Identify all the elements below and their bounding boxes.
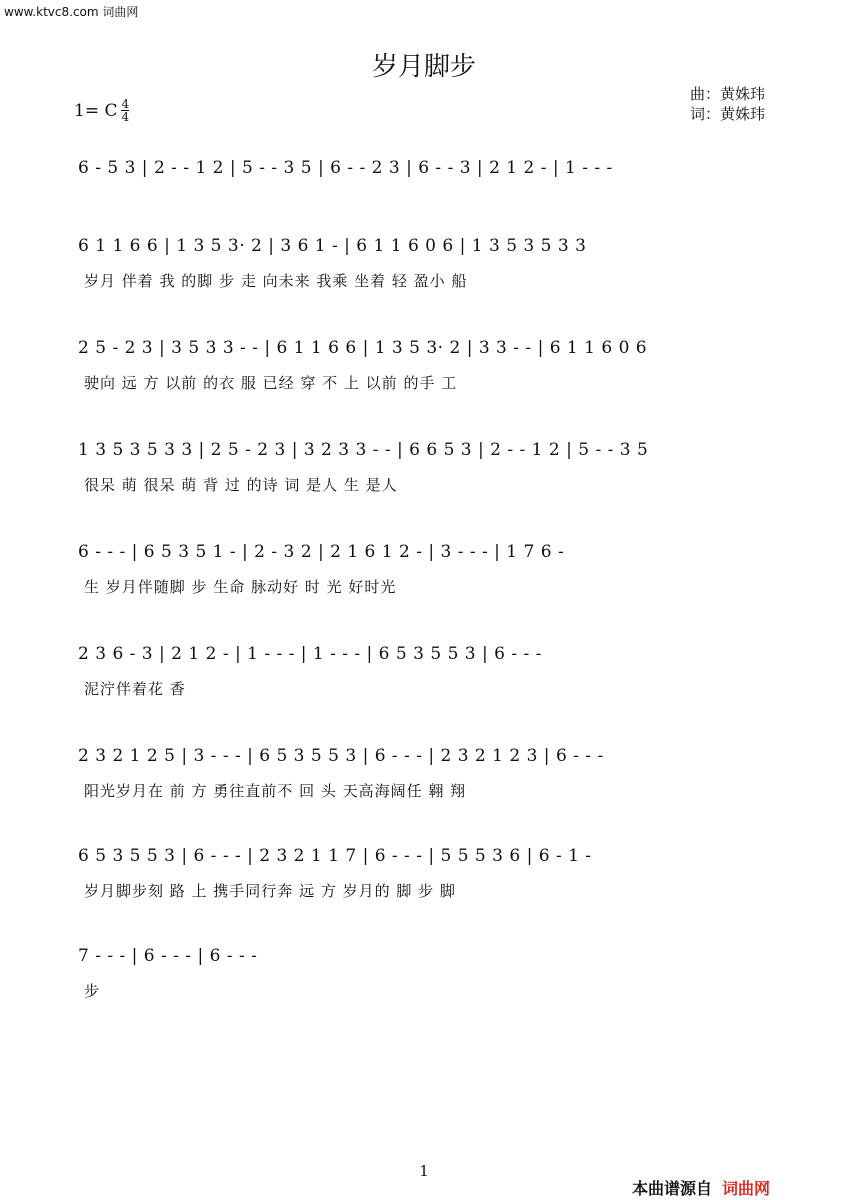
lyrics-row-8: 岁月脚步刻 路 上 携手同行奔 远 方 岁月的 脚 步 脚 [84,882,456,900]
footer-brand-link[interactable]: 词曲网 [722,1179,771,1198]
notes-row-1: 6 - 5 3 | 2 - - 1 2 | 5 - - 3 5 | 6 - - 2 3 | 6 - - 3 | 2 1 2 - | 1 - - - [78,158,613,178]
site-watermark: www.ktvc8.com 词曲网 [4,5,139,19]
lyrics-row-4: 很呆 萌 很呆 萌 背 过 的诗 词 是人 生 是人 [84,476,398,494]
time-signature [121,98,129,123]
lyrics-row-7: 阳光岁月在 前 方 勇往直前不 回 头 天高海阔任 翱 翔 [84,782,467,800]
footer-source [632,1176,770,1199]
notes-row-9: 7 - - - | 6 - - - | 6 - - - [78,946,258,966]
notes-row-2: 6 1 1 6 6 | 1 3 5 3· 2 | 3 6 1 - | 6 1 1 6 0 6 | 1 3 5 3 5 3 3 [78,236,587,256]
time-numerator: 4 [121,97,130,111]
lyricist-credit: 词：黄姝玮 [690,105,766,123]
footer-source-label: 本曲谱源自 [632,1179,713,1198]
lyrics-row-2: 岁月 伴着 我 的脚 步 走 向未来 我乘 坐着 轻 盈小 船 [84,272,468,290]
time-denominator: 4 [121,110,130,124]
lyrics-row-9: 步 [84,982,101,1000]
notes-row-4: 1 3 5 3 5 3 3 | 2 5 - 2 3 | 3 2 3 3 - - | 6 6 5 3 | 2 - - 1 2 | 5 - - 3 5 [78,440,649,460]
credits [690,84,765,124]
notes-row-5: 6 - - - | 6 5 3 5 1 - | 2 - 3 2 | 2 1 6 1 2 - | 3 - - - | 1 7 6 - [78,542,565,562]
key-label: 1= C [74,100,118,121]
page-number: 1 [419,1162,429,1180]
notes-row-7: 2 3 2 1 2 5 | 3 - - - | 6 5 3 5 5 3 | 6 - - - | 2 3 2 1 2 3 | 6 - - - [78,746,604,766]
lyrics-row-5: 生 岁月伴随脚 步 生命 脉动好 时 光 好时光 [84,578,397,596]
key-signature [74,98,129,123]
notes-row-8: 6 5 3 5 5 3 | 6 - - - | 2 3 2 1 1 7 | 6 - - - | 5 5 5 3 6 | 6 - 1 - [78,846,592,866]
lyrics-row-3: 驶向 远 方 以前 的衣 服 已经 穿 不 上 以前 的手 工 [84,374,458,392]
composer-credit: 曲：黄姝玮 [690,85,766,103]
lyrics-row-6: 泥泞伴着花 香 [84,680,186,698]
notes-row-3: 2 5 - 2 3 | 3 5 3 3 - - | 6 1 1 6 6 | 1 3 5 3· 2 | 3 3 - - | 6 1 1 6 0 6 [78,338,648,358]
notes-row-6: 2 3 6 - 3 | 2 1 2 - | 1 - - - | 1 - - - | 6 5 3 5 5 3 | 6 - - - [78,644,542,664]
page-title: 岁月脚步 [371,52,476,82]
